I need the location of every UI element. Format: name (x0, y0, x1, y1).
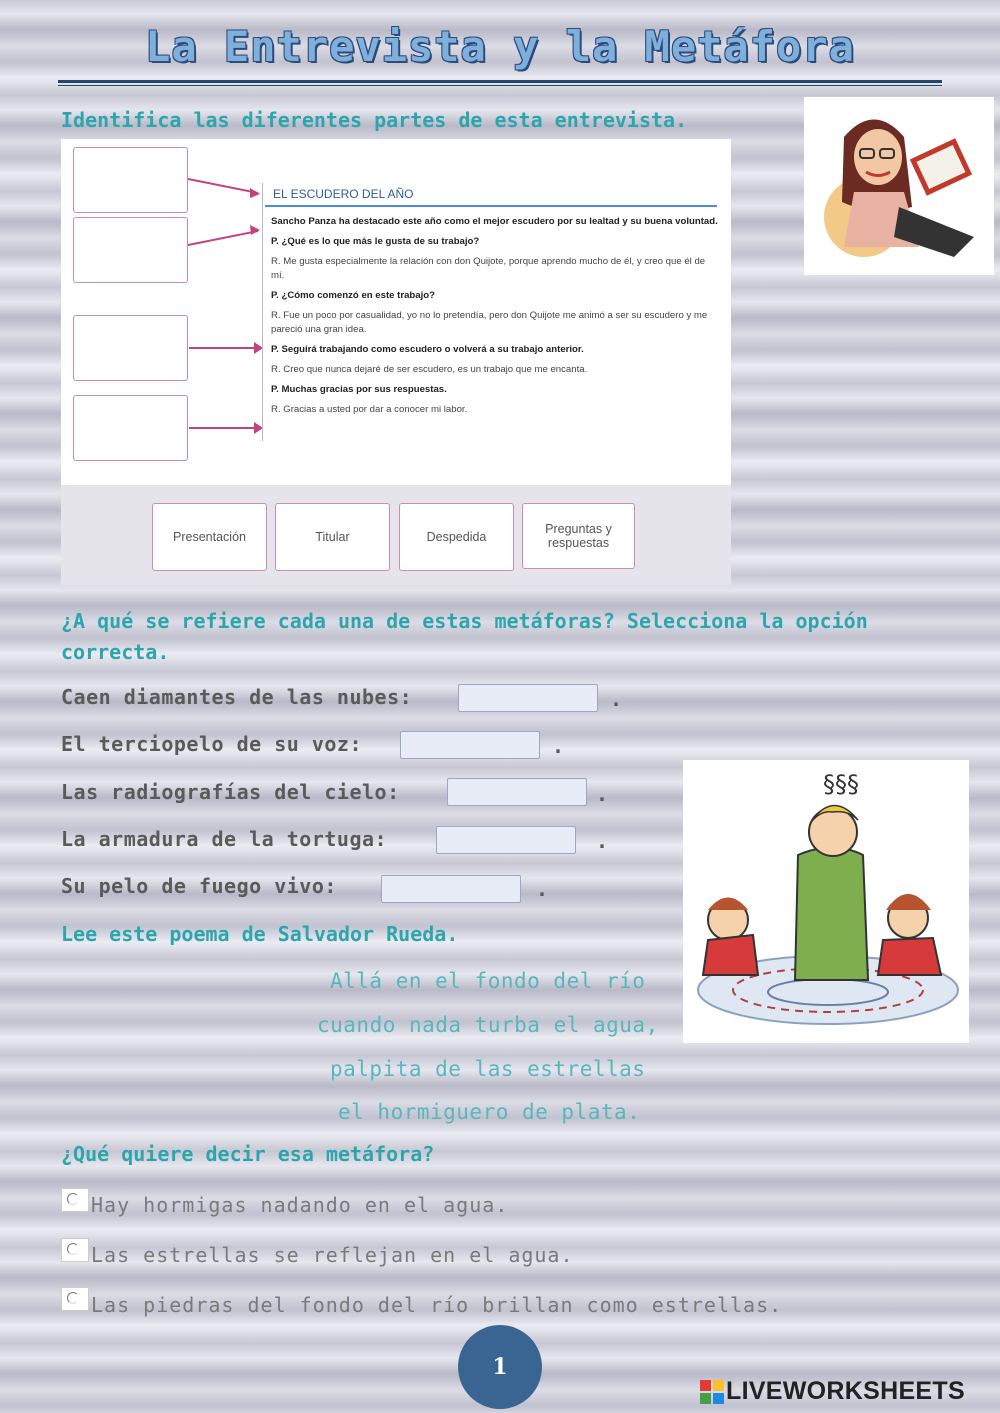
arrow-4 (189, 427, 261, 429)
choice-2-label: Las estrellas se reflejan en el agua. (91, 1243, 574, 1267)
metaphor-2-select[interactable] (400, 731, 540, 759)
interview-answer-4: R. Gracias a usted por dar a conocer mi labor. (271, 404, 468, 415)
metaphor-4-select[interactable] (436, 826, 576, 854)
metaphor-4-end: . (596, 829, 609, 853)
option-preguntas-respuestas[interactable]: Preguntas y respuestas (522, 503, 635, 569)
choice-2-radio[interactable] (61, 1238, 89, 1262)
worksheet-title: La Entrevista y la Metáfora (145, 22, 855, 71)
choice-3-radio[interactable] (61, 1287, 89, 1311)
arrow-3 (189, 347, 261, 349)
interview-answer-2: R. Fue un poco por casualidad, yo no lo pretendía, pero don Quijote me animó a ser su escudero y me pareció una gran idea. (271, 310, 708, 335)
metaphor-1-label: Caen diamantes de las nubes: (61, 685, 413, 709)
brand-name: LIVEWORKSHEETS (726, 1377, 965, 1405)
page-number: 1 (458, 1325, 542, 1409)
liveworksheets-brand (700, 1377, 965, 1406)
teacher-reading-illustration (804, 97, 994, 275)
arrow-1 (188, 177, 268, 247)
option-titular[interactable]: Titular (275, 503, 390, 571)
metaphor-1-select[interactable] (458, 684, 598, 712)
poem-line-1: Allá en el fondo del río (330, 969, 646, 993)
svg-text:§§§: §§§ (823, 770, 859, 798)
title-divider-thin (58, 85, 942, 86)
title-divider (58, 80, 942, 83)
poem-line-2: cuando nada turba el agua, (317, 1013, 659, 1037)
metaphor-2-label: El terciopelo de su voz: (61, 732, 362, 756)
choice-1-radio[interactable] (61, 1188, 89, 1212)
choice-3-label: Las piedras del fondo del río brillan como estrellas. (91, 1293, 783, 1317)
metaphor-5-label: Su pelo de fuego vivo: (61, 874, 337, 898)
headline-underline (265, 205, 717, 207)
children-in-water-illustration (683, 760, 969, 1043)
interview-headline: EL ESCUDERO DEL AÑO (273, 187, 414, 201)
option-despedida[interactable]: Despedida (399, 503, 514, 571)
interview-question-1: P. ¿Qué es lo que más le gusta de su trabajo? (271, 236, 480, 247)
metaphor-3-select[interactable] (447, 778, 587, 806)
interview-question-2: P. ¿Cómo comenzó en este trabajo? (271, 290, 436, 301)
drop-target-2[interactable] (73, 217, 188, 283)
interview-body (271, 215, 721, 423)
interview-question-4: P. Muchas gracias por sus respuestas. (271, 384, 447, 395)
article-bracket (262, 183, 267, 441)
section3-question: ¿Qué quiere decir esa metáfora? (61, 1142, 435, 1166)
metaphor-4-label: La armadura de la tortuga: (61, 827, 388, 851)
drop-target-3[interactable] (73, 315, 188, 381)
drop-target-4[interactable] (73, 395, 188, 461)
poem-line-3: palpita de las estrellas (330, 1057, 646, 1081)
metaphor-2-end: . (552, 734, 565, 758)
option-presentacion[interactable]: Presentación (152, 503, 267, 571)
metaphor-5-end: . (536, 877, 549, 901)
metaphor-3-end: . (596, 782, 609, 806)
interview-question-3: P. Seguirá trabajando como escudero o volverá a su trabajo anterior. (271, 344, 584, 355)
section3-instruction: Lee este poema de Salvador Rueda. (61, 922, 459, 946)
liveworksheets-logo-icon (700, 1380, 724, 1404)
interview-answer-3: R. Creo que nunca dejaré de ser escudero, es un trabajo que me encanta. (271, 364, 588, 375)
interview-exercise (61, 139, 731, 585)
choice-1-label: Hay hormigas nadando en el agua. (91, 1193, 509, 1217)
metaphor-5-select[interactable] (381, 875, 521, 903)
metaphor-3-label: Las radiografías del cielo: (61, 780, 400, 804)
section1-instruction: Identifica las diferentes partes de esta entrevista. (61, 108, 688, 132)
section2-instruction: ¿A qué se refiere cada una de estas metáforas? Selecciona la opción correcta. (61, 609, 868, 664)
interview-answer-1: R. Me gusta especialmente la relación con don Quijote, porque aprendo mucho de él, y creo que él de mí. (271, 256, 706, 281)
drop-target-1[interactable] (73, 147, 188, 213)
poem-line-4: el hormiguero de plata. (338, 1100, 641, 1124)
interview-intro: Sancho Panza ha destacado este año como el mejor escudero por su lealtad y su buena voluntad. (271, 216, 718, 227)
metaphor-1-end: . (610, 687, 623, 711)
